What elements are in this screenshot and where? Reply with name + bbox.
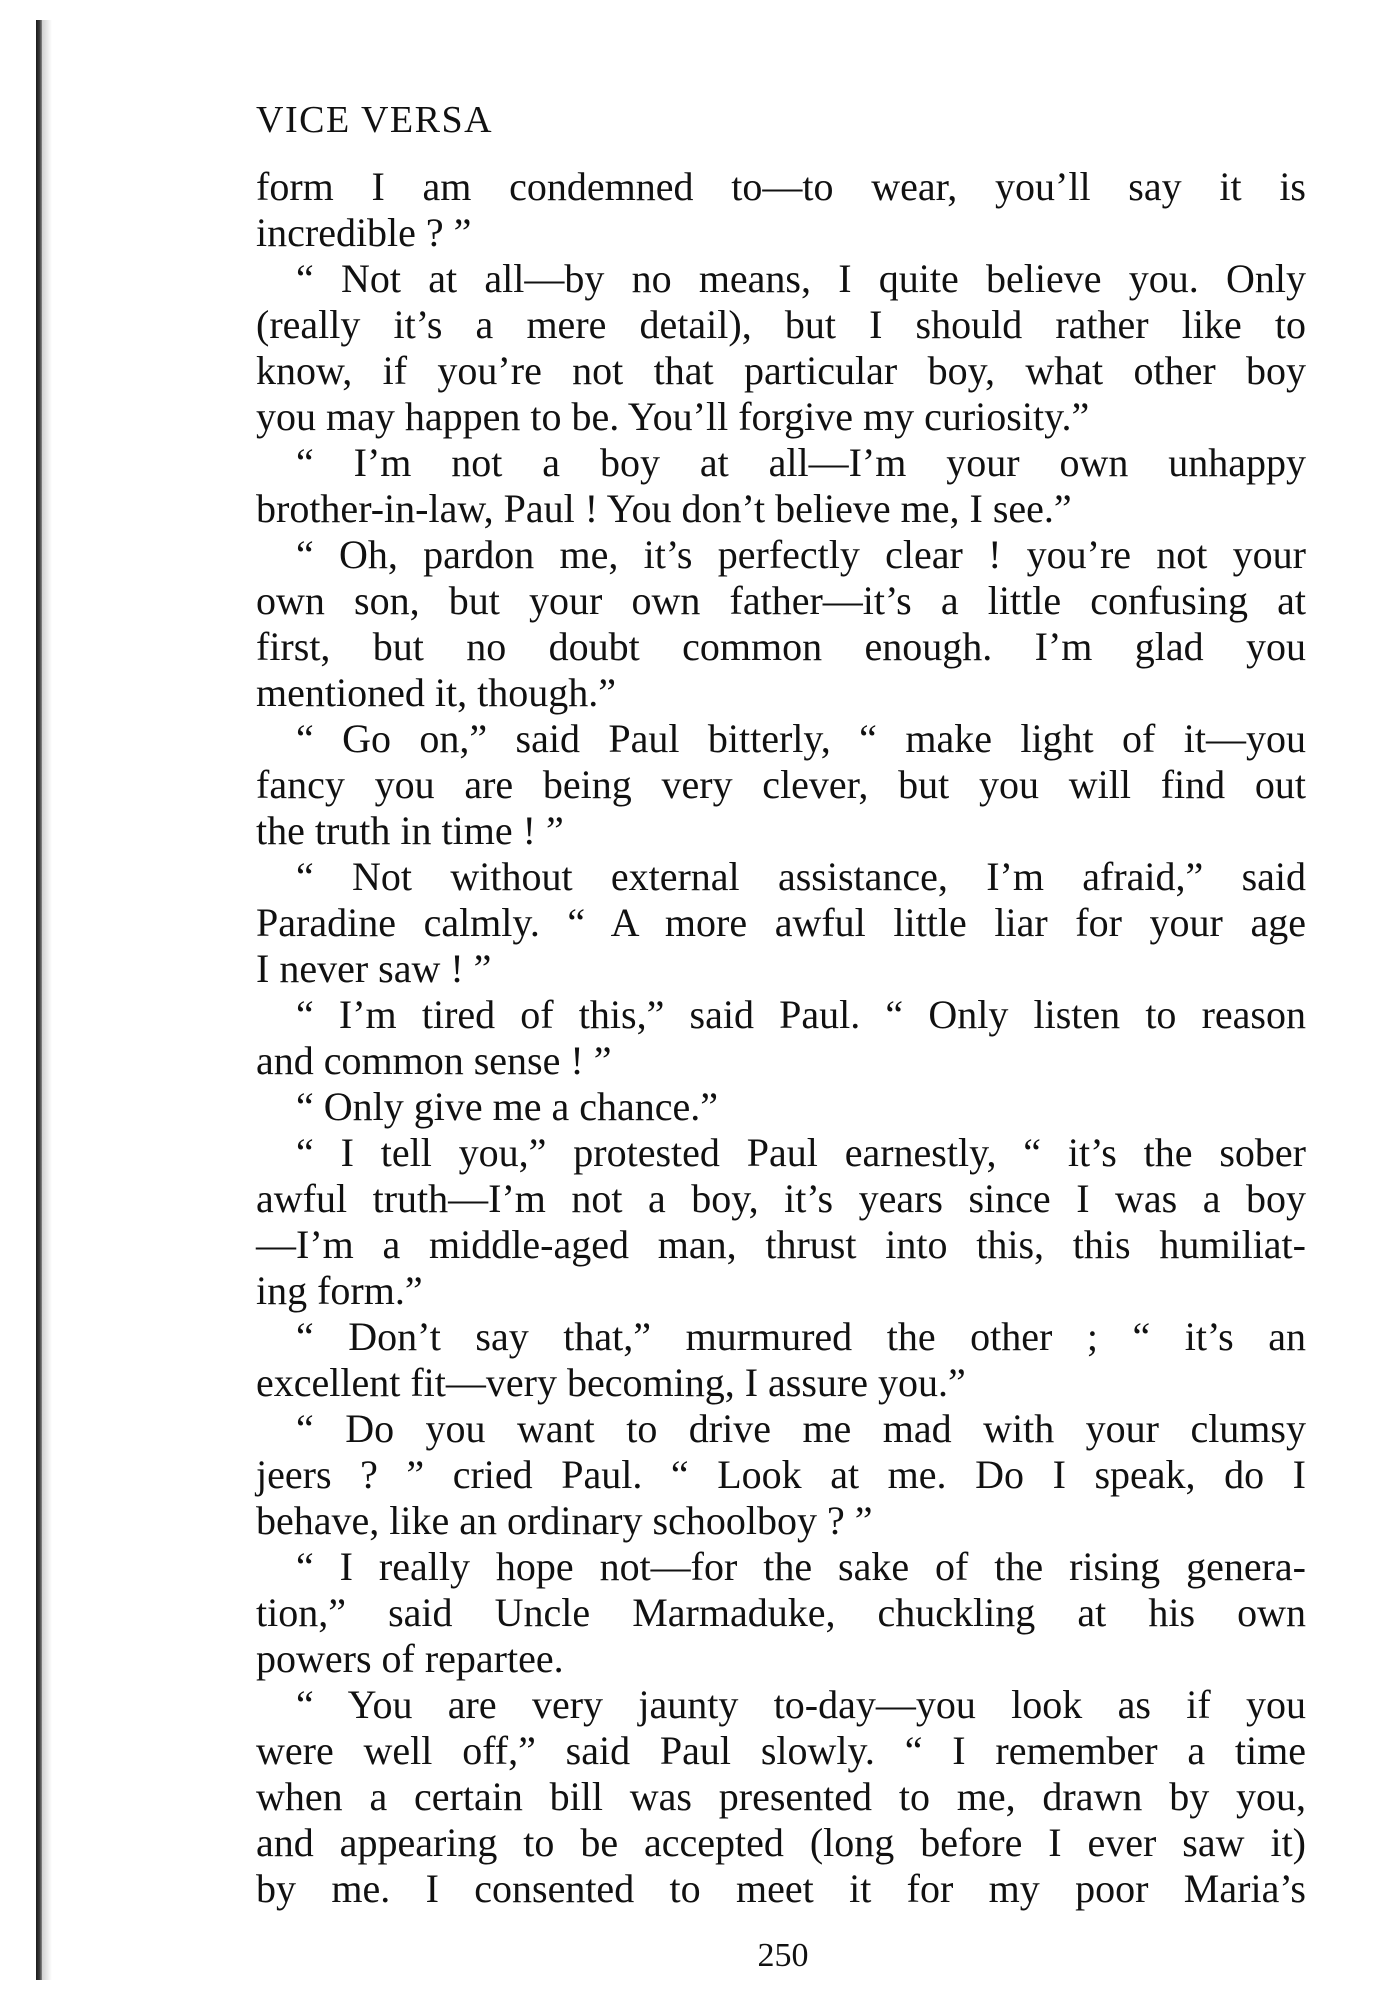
text-line: when a certain bill was presented to me, drawn by you, [256,1774,1306,1819]
text-line: “ Go on,” said Paul bitterly, “ make light of it—you [296,716,1306,761]
text-line: mentioned it, though.” [256,670,616,715]
text-line: by me. I consented to meet it for my poor Maria’s [256,1866,1306,1911]
text-line: (really it’s a mere detail), but I should rather like to [256,302,1306,347]
text-line: you may happen to be. You’ll forgive my curiosity.” [256,394,1090,439]
text-line: fancy you are being very clever, but you will find out [256,762,1306,807]
text-line: own son, but your own father—it’s a little confusing at [256,578,1306,623]
text-line: “ Oh, pardon me, it’s perfectly clear ! you’re not your [296,532,1306,577]
text-line: “ I really hope not—for the sake of the rising genera- [296,1544,1306,1589]
text-line: know, if you’re not that particular boy, what other boy [256,348,1306,393]
text-line: the truth in time ! ” [256,808,564,853]
text-line: form I am condemned to—to wear, you’ll say it is [256,164,1306,209]
running-head: VICE VERSA [256,99,494,141]
text-line: Paradine calmly. “ A more awful little liar for your age [256,900,1306,945]
text-line: incredible ? ” [256,210,472,255]
text-line: “ Not at all—by no means, I quite believe you. Only [296,256,1306,301]
text-line: “ I’m not a boy at all—I’m your own unhappy [296,440,1306,485]
text-line: excellent fit—very becoming, I assure you.” [256,1360,966,1405]
text-line: I never saw ! ” [256,946,492,991]
text-line: ing form.” [256,1268,423,1313]
text-line: tion,” said Uncle Marmaduke, chuckling at his own [256,1590,1306,1635]
text-line: jeers ? ” cried Paul. “ Look at me. Do I speak, do I [256,1452,1306,1497]
text-line: “ I tell you,” protested Paul earnestly, “ it’s the sober [296,1130,1306,1175]
text-line: “ Only give me a chance.” [296,1084,719,1129]
text-line: first, but no doubt common enough. I’m glad you [256,624,1306,669]
text-line: were well off,” said Paul slowly. “ I remember a time [256,1728,1306,1773]
text-line: behave, like an ordinary schoolboy ? ” [256,1498,873,1543]
text-line: —I’m a middle-aged man, thrust into this, this humiliat- [256,1222,1306,1267]
text-line: and appearing to be accepted (long before I ever saw it) [256,1820,1306,1865]
text-line: awful truth—I’m not a boy, it’s years since I was a boy [256,1176,1306,1221]
binding-shadow [42,20,52,1980]
text-line: “ Do you want to drive me mad with your clumsy [296,1406,1306,1451]
page-number: 250 [757,1937,809,1974]
text-line: brother-in-law, Paul ! You don’t believe me, I see.” [256,486,1072,531]
text-line: “ Don’t say that,” murmured the other ; “ it’s an [296,1314,1306,1359]
body-text [256,164,1306,1912]
text-line: and common sense ! ” [256,1038,612,1083]
text-line: powers of repartee. [256,1636,564,1681]
text-line: “ You are very jaunty to-day—you look as if you [296,1682,1306,1727]
text-line: “ Not without external assistance, I’m afraid,” said [296,854,1306,899]
text-line: “ I’m tired of this,” said Paul. “ Only listen to reason [296,992,1306,1037]
